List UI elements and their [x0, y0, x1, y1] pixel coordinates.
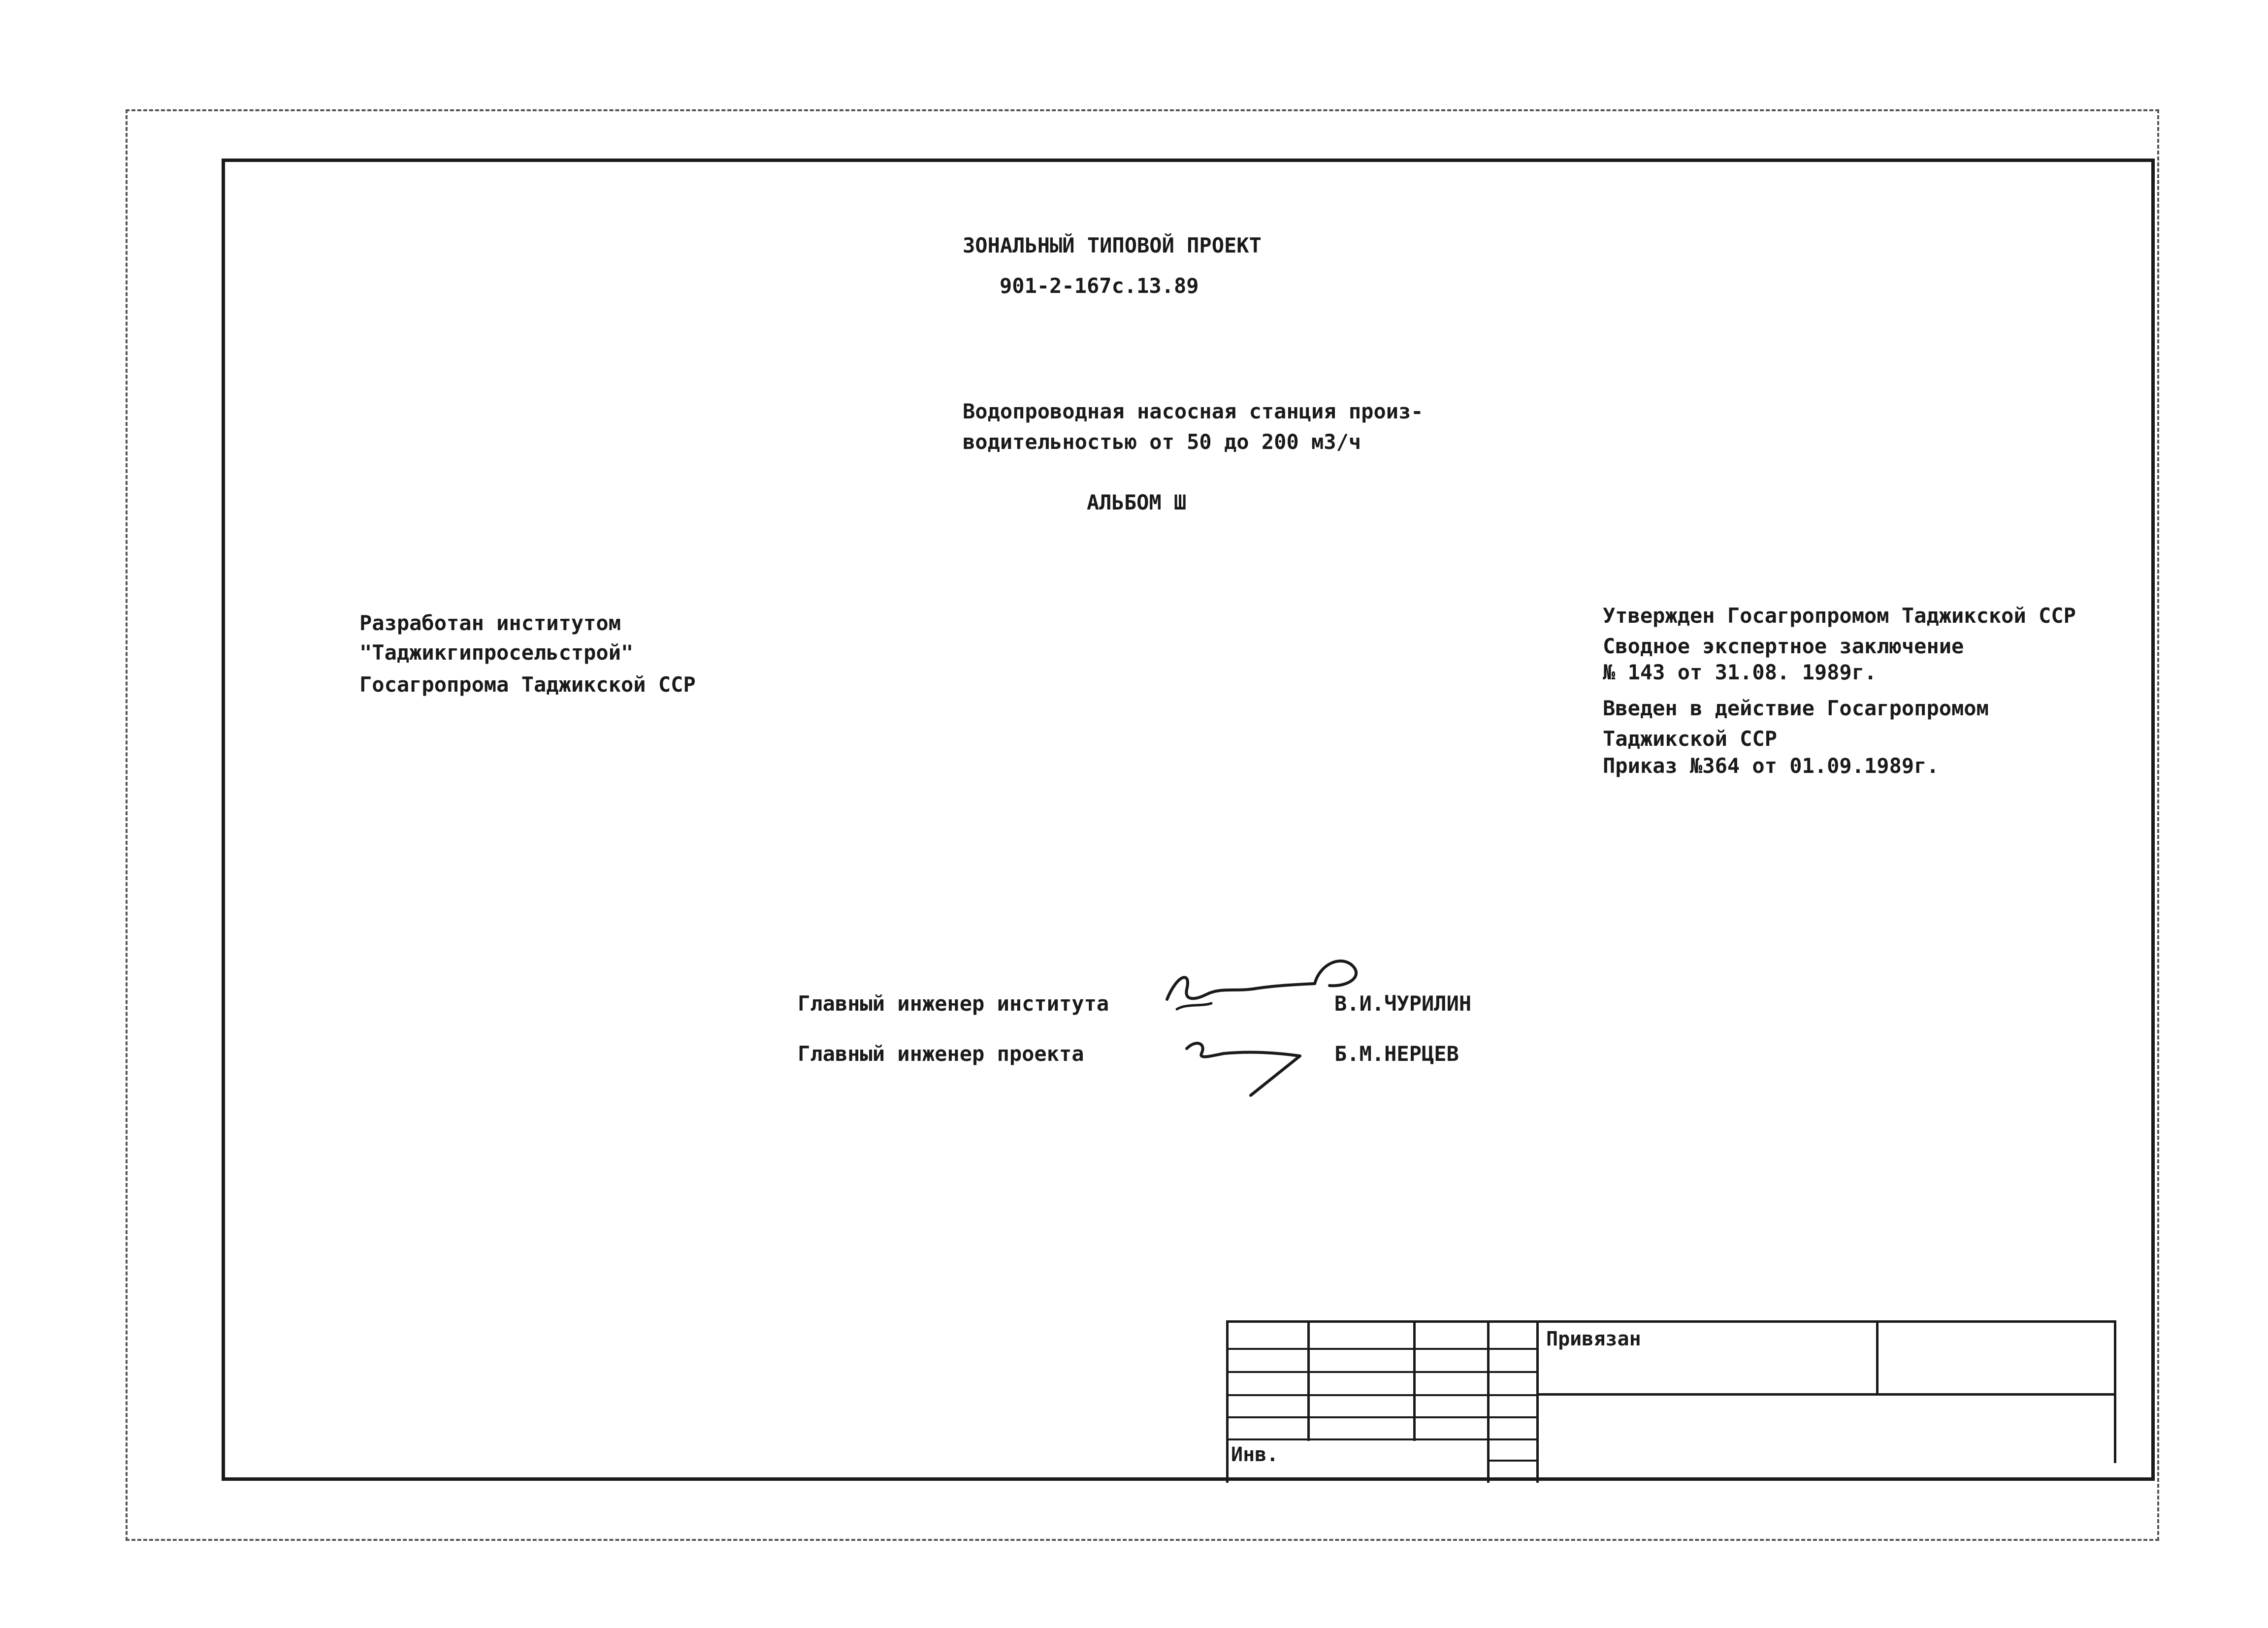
- signature-project-icon: [1177, 1029, 1325, 1103]
- inventory-label: Инв.: [1231, 1443, 1279, 1466]
- approval-line3: № 143 от 31.08. 1989г.: [1603, 660, 1877, 684]
- project-description-line1: Водопроводная насосная станция произ-: [963, 399, 1424, 423]
- album-number: АЛЬБОМ Ш: [1087, 490, 1187, 514]
- project-type-title: ЗОНАЛЬНЫЙ ТИПОВОЙ ПРОЕКТ: [963, 233, 1262, 257]
- approval-line4: Введен в действие Госагропромом: [1603, 696, 1989, 720]
- developer-line2: "Таджикгипросельстрой": [359, 640, 634, 665]
- project-description-line2: водительностью от 50 до 200 м3/ч: [963, 430, 1361, 454]
- approval-line1: Утвержден Госагропромом Таджикской ССР: [1603, 604, 2076, 628]
- developer-line1: Разработан институтом: [359, 611, 621, 635]
- developer-line3: Госагропрома Таджикской ССР: [359, 672, 696, 697]
- chief-engineer-project-name: Б.М.НЕРЦЕВ: [1334, 1042, 1459, 1066]
- project-code: 901-2-167с.13.89: [1000, 274, 1199, 298]
- drawing-frame: [222, 159, 2155, 1481]
- signature-institute-icon: [1157, 945, 1364, 1029]
- chief-engineer-institute-name: В.И.ЧУРИЛИН: [1334, 991, 1472, 1016]
- approval-line6: Приказ №364 от 01.09.1989г.: [1603, 754, 1939, 778]
- approval-line2: Сводное экспертное заключение: [1603, 634, 1964, 658]
- bound-label: Привязан: [1546, 1328, 1641, 1350]
- chief-engineer-project-label: Главный инженер проекта: [798, 1042, 1084, 1066]
- approval-line5: Таджикской ССР: [1603, 727, 1778, 751]
- chief-engineer-institute-label: Главный инженер института: [798, 991, 1109, 1016]
